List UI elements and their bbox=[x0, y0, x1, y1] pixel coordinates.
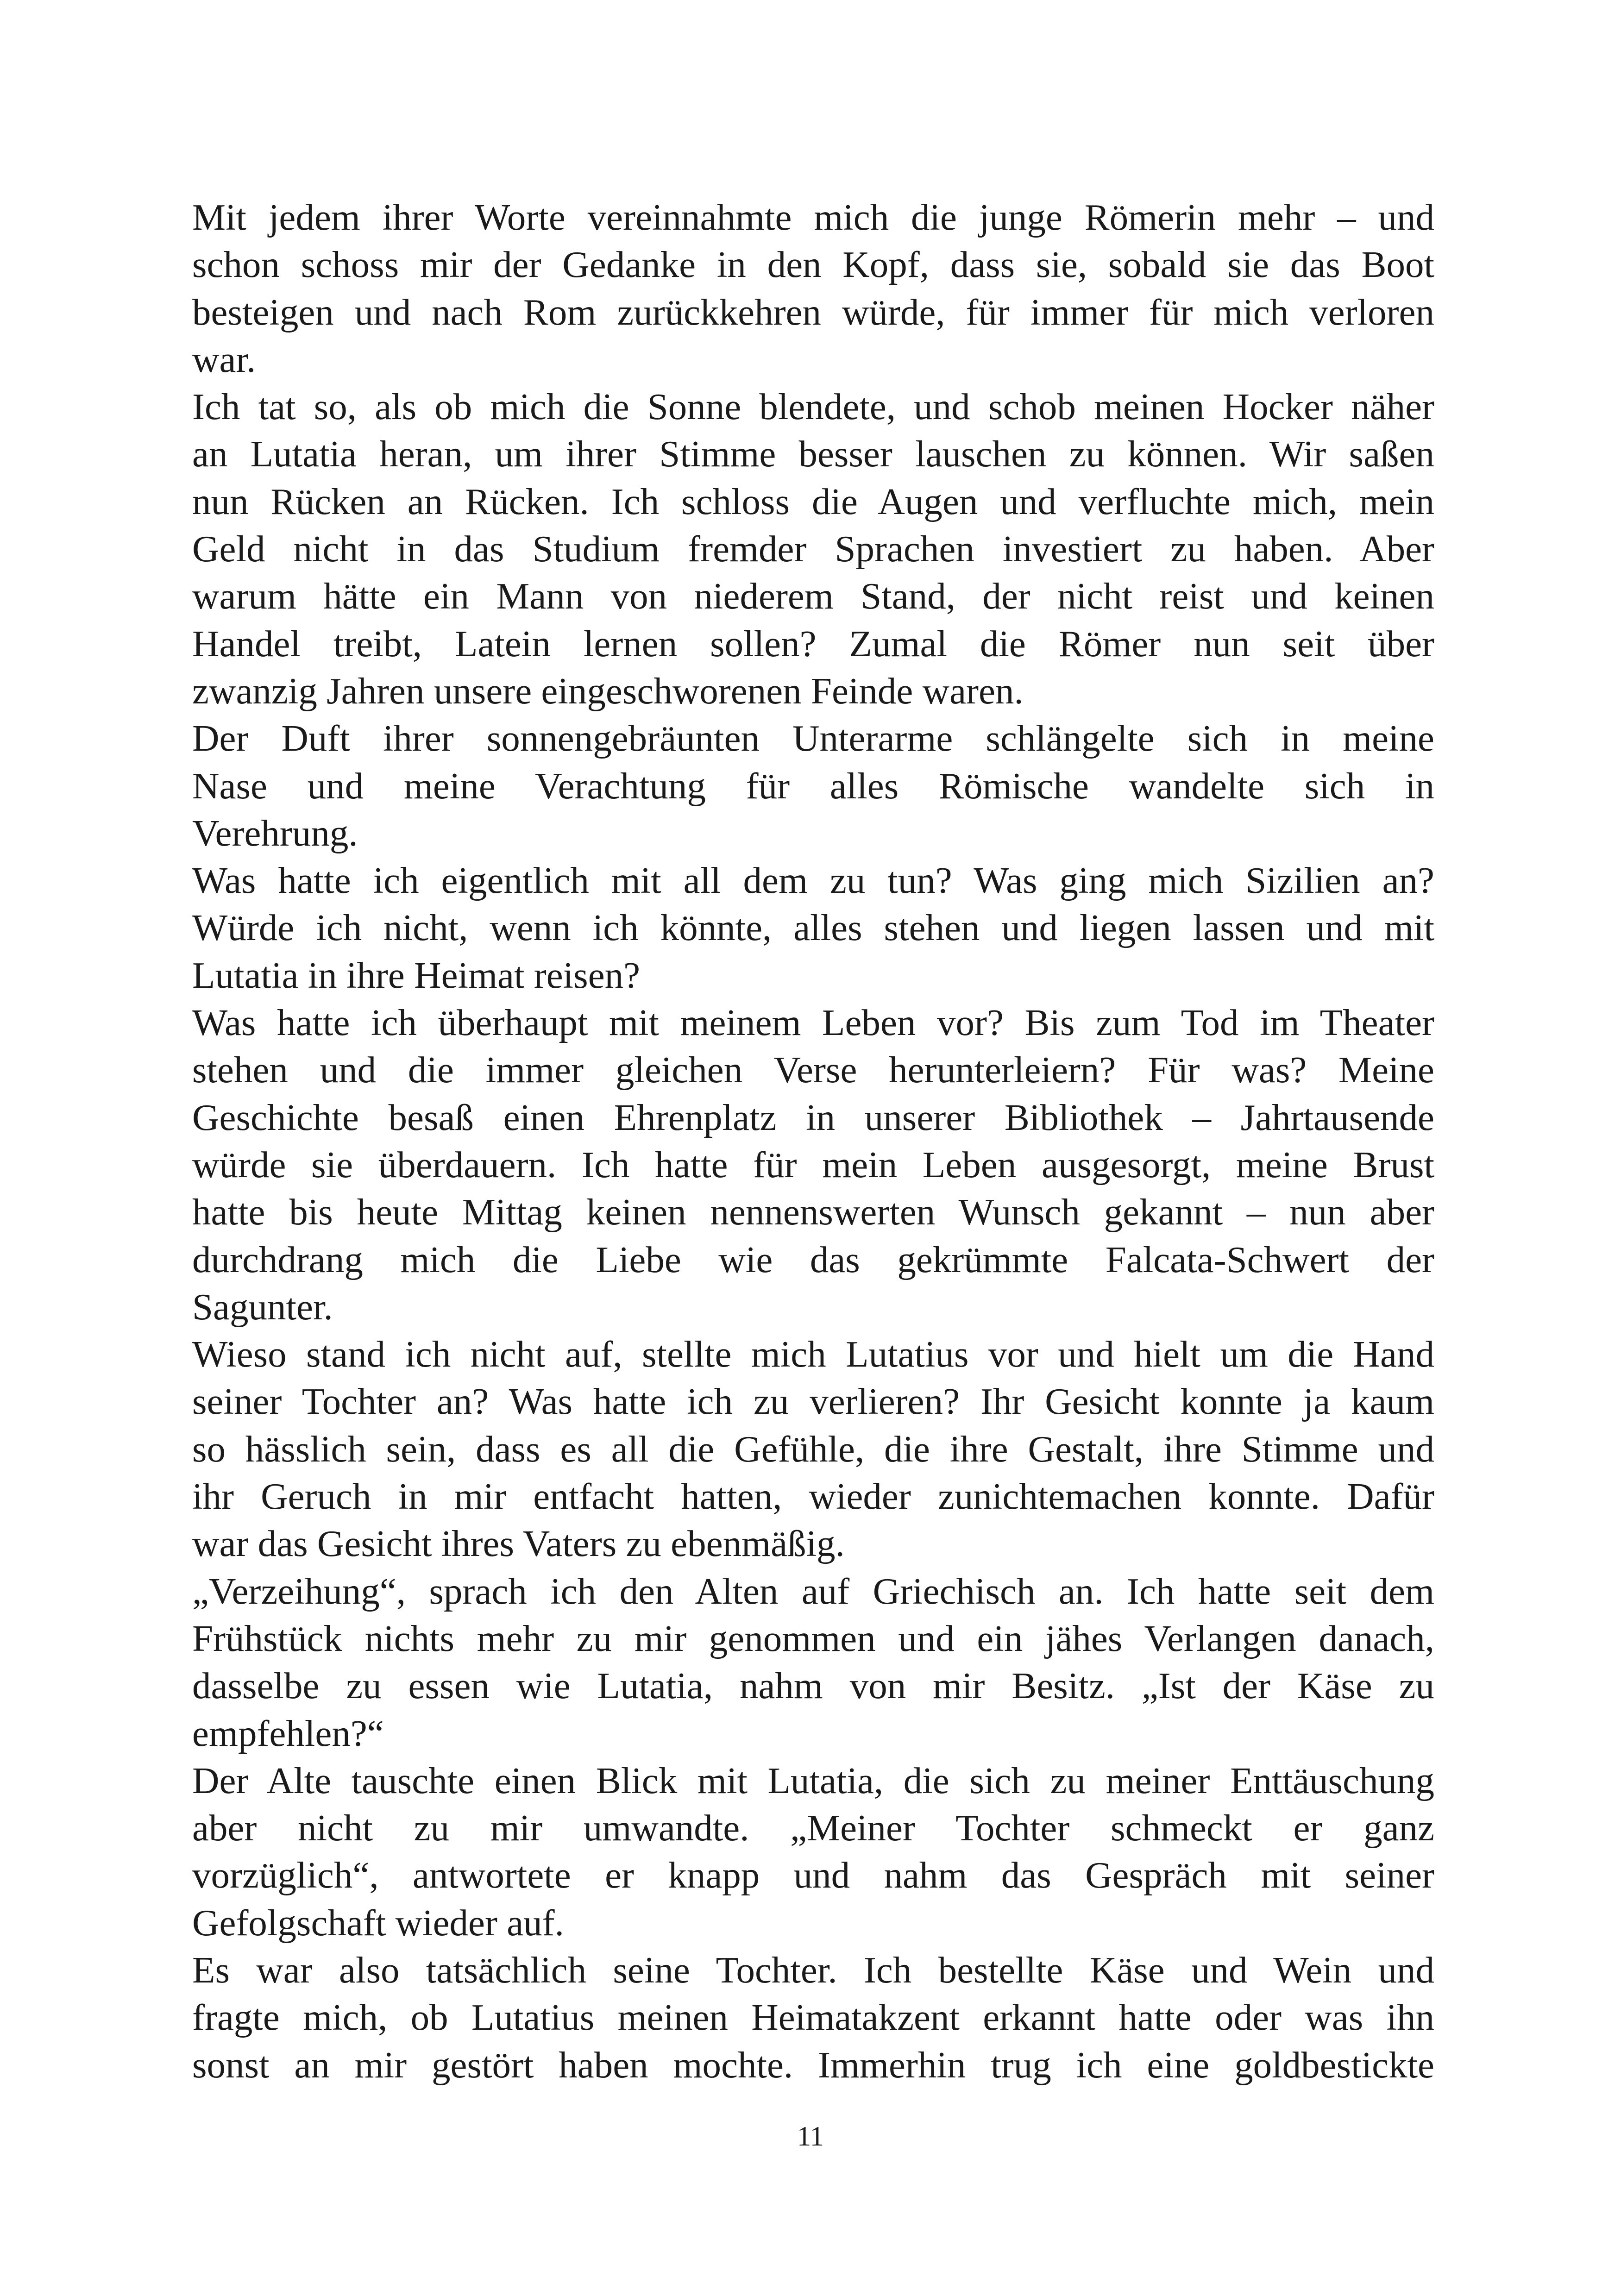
text-line: Was hatte ich eigentlich mit all dem zu tun? Was ging mich Sizilien an? bbox=[192, 859, 1434, 902]
text-line: Es war also tatsächlich seine Tochter. Ich bestellte Käse und Wein und bbox=[192, 1949, 1434, 1991]
text-line: Geschichte besaß einen Ehrenplatz in unserer Bibliothek – Jahrtausende bbox=[192, 1096, 1434, 1138]
text-line: war. bbox=[192, 338, 256, 380]
text-line: Verehrung. bbox=[192, 812, 358, 854]
text-line: Nase und meine Verachtung für alles Römische wandelte sich in bbox=[192, 765, 1434, 807]
text-line: Der Alte tauschte einen Blick mit Lutatia, die sich zu meiner Enttäuschung bbox=[192, 1759, 1434, 1801]
text-line: aber nicht zu mir umwandte. „Meiner Tochter schmeckt er ganz bbox=[192, 1807, 1434, 1849]
text-line: an Lutatia heran, um ihrer Stimme besser lauschen zu können. Wir saßen bbox=[192, 433, 1434, 475]
text-line: vorzüglich“, antwortete er knapp und nahm das Gespräch mit seiner bbox=[192, 1854, 1434, 1896]
text-line: dasselbe zu essen wie Lutatia, nahm von mir Besitz. „Ist der Käse zu bbox=[192, 1665, 1434, 1707]
text-line: Handel treibt, Latein lernen sollen? Zumal die Römer nun seit über bbox=[192, 622, 1434, 665]
text-line: stehen und die immer gleichen Verse herunterleiern? Für was? Meine bbox=[192, 1049, 1434, 1091]
text-line: Sagunter. bbox=[192, 1286, 333, 1328]
text-line: ihr Geruch in mir entfacht hatten, wieder zunichtemachen konnte. Dafür bbox=[192, 1475, 1434, 1518]
text-line: Gefolgschaft wieder auf. bbox=[192, 1901, 564, 1944]
text-line: Geld nicht in das Studium fremder Sprachen investiert zu haben. Aber bbox=[192, 528, 1434, 570]
page-number: 11 bbox=[797, 2121, 824, 2152]
text-line: fragte mich, ob Lutatius meinen Heimatakzent erkannt hatte oder was ihn bbox=[192, 1996, 1434, 2039]
text-line: besteigen und nach Rom zurückkehren würde, für immer für mich verloren bbox=[192, 291, 1434, 333]
text-line: Frühstück nichts mehr zu mir genommen und ein jähes Verlangen danach, bbox=[192, 1617, 1434, 1659]
text-line: Würde ich nicht, wenn ich könnte, alles stehen und liegen lassen und mit bbox=[192, 907, 1434, 949]
text-line: durchdrang mich die Liebe wie das gekrümmte Falcata-Schwert der bbox=[192, 1238, 1434, 1280]
text-line: nun Rücken an Rücken. Ich schloss die Augen und verfluchte mich, mein bbox=[192, 480, 1434, 522]
text-line: sonst an mir gestört haben mochte. Immerhin trug ich eine goldbestickte bbox=[192, 2044, 1434, 2086]
text-line: warum hätte ein Mann von niederem Stand, der nicht reist und keinen bbox=[192, 575, 1434, 617]
text-line: seiner Tochter an? Was hatte ich zu verlieren? Ihr Gesicht konnte ja kaum bbox=[192, 1380, 1434, 1423]
text-line: Der Duft ihrer sonnengebräunten Unterarme schlängelte sich in meine bbox=[192, 717, 1434, 759]
text-line: so hässlich sein, dass es all die Gefühle, die ihre Gestalt, ihre Stimme und bbox=[192, 1428, 1434, 1470]
body-text bbox=[192, 194, 1434, 2089]
text-line: Ich tat so, als ob mich die Sonne blendete, und schob meinen Hocker näher bbox=[192, 386, 1434, 428]
text-line: zwanzig Jahren unsere eingeschworenen Feinde waren. bbox=[192, 670, 1024, 712]
text-line: Lutatia in ihre Heimat reisen? bbox=[192, 954, 641, 996]
text-line: empfehlen?“ bbox=[192, 1712, 384, 1754]
text-line: Was hatte ich überhaupt mit meinem Leben vor? Bis zum Tod im Theater bbox=[192, 1002, 1434, 1044]
text-line: „Verzeihung“, sprach ich den Alten auf Griechisch an. Ich hatte seit dem bbox=[192, 1570, 1434, 1612]
text-line: Wieso stand ich nicht auf, stellte mich Lutatius vor und hielt um die Hand bbox=[192, 1333, 1434, 1375]
text-line: Mit jedem ihrer Worte vereinnahmte mich die junge Römerin mehr – und bbox=[192, 196, 1434, 238]
text-line: hatte bis heute Mittag keinen nennenswerten Wunsch gekannt – nun aber bbox=[192, 1191, 1434, 1233]
text-line: schon schoss mir der Gedanke in den Kopf, dass sie, sobald sie das Boot bbox=[192, 244, 1434, 286]
text-line: war das Gesicht ihres Vaters zu ebenmäßig. bbox=[192, 1523, 845, 1565]
text-line: würde sie überdauern. Ich hatte für mein Leben ausgesorgt, meine Brust bbox=[192, 1143, 1434, 1186]
